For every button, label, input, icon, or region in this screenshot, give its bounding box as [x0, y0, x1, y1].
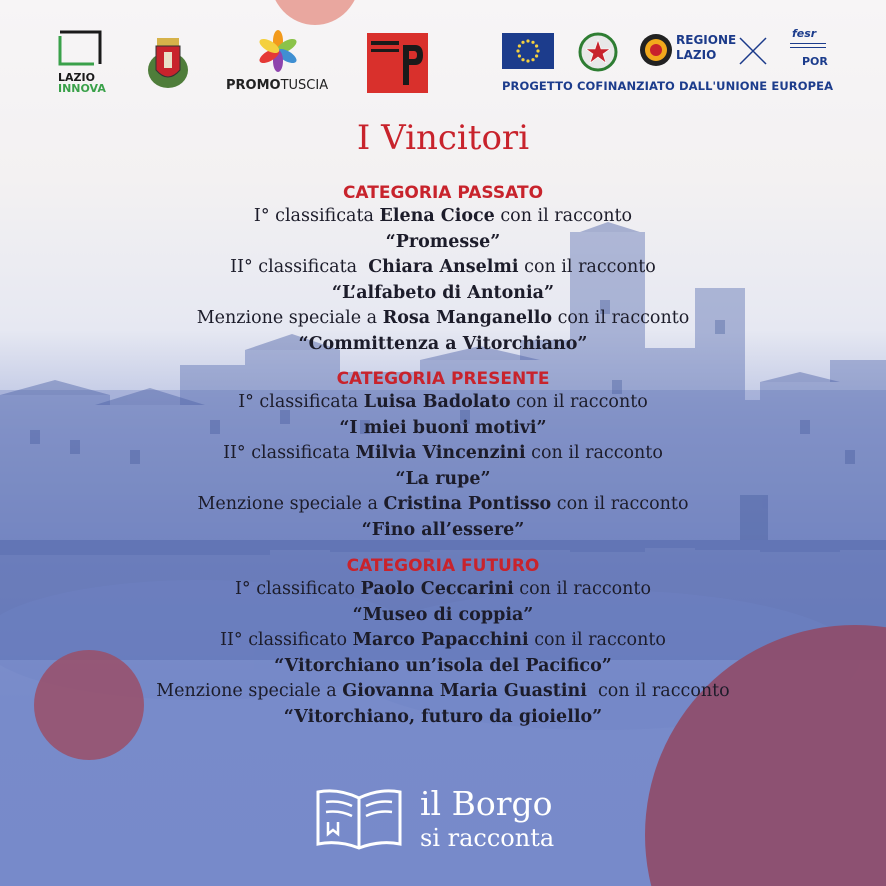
entry-rank: I° classificato	[235, 579, 361, 599]
regione-line2: LAZIO	[676, 48, 717, 62]
municipal-crest-icon	[146, 30, 190, 92]
entry-rank: II° classificata	[223, 443, 356, 463]
entry-story-title: “L’alfabeto di Antonia”	[331, 282, 555, 303]
entry-story-title: “Vitorchiano un’isola del Pacifico”	[274, 655, 612, 676]
promotuscia-logo-text	[226, 78, 328, 93]
lazio-innova-line2: INNOVA	[58, 82, 106, 95]
eu-cofinance-caption: PROGETTO COFINANZIATO DALL'UNIONE EUROPEA	[502, 79, 834, 93]
entry-story-title: “I miei buoni motivi”	[339, 417, 547, 438]
entry-line	[0, 441, 886, 467]
regione-lazio-text	[676, 33, 736, 63]
entry-story-title: “Promesse”	[385, 231, 501, 252]
open-book-icon	[314, 786, 404, 852]
fesr-text: fesr	[792, 27, 817, 40]
entry-author: Giovanna Maria Guastini	[342, 681, 587, 701]
entry-suffix: con il racconto	[586, 681, 730, 701]
entry-rank: Menzione speciale a	[196, 308, 383, 328]
entry-suffix: con il racconto	[510, 392, 648, 412]
entry-suffix: con il racconto	[513, 579, 651, 599]
entry-line	[0, 577, 886, 603]
entry-author: Chiara Anselmi	[368, 257, 519, 277]
entry-rank: II° classificata	[230, 257, 369, 277]
promotuscia-flower-icon	[258, 30, 298, 72]
entry-story-title: “Committenza a Vitorchiano”	[298, 333, 588, 354]
brand-line1: il Borgo	[420, 784, 553, 823]
entry-suffix: con il racconto	[551, 494, 689, 514]
promotuscia-part1: PROMO	[226, 78, 281, 93]
entry-rank: II° classificato	[220, 630, 353, 650]
sponsor-logos	[0, 0, 886, 110]
entry-suffix: con il racconto	[552, 308, 690, 328]
entry-suffix: con il racconto	[494, 206, 633, 226]
brand-line2: si racconta	[420, 824, 555, 852]
promotuscia-part2: TUSCIA	[280, 78, 329, 93]
entry-rank: I° classificata	[253, 206, 380, 226]
il-borgo-si-racconta-logo	[314, 780, 584, 860]
page-title: I Vincitori	[356, 118, 530, 158]
entry-author: Cristina Pontisso	[383, 494, 552, 514]
entry-author: Luisa Badolato	[363, 392, 511, 412]
entry-rank: Menzione speciale a	[197, 494, 384, 514]
entry-author: Marco Papacchini	[352, 630, 529, 650]
regione-lazio-mark-icon	[738, 36, 768, 66]
entry-story-title: “Fino all’essere”	[361, 519, 525, 540]
lazio-innova-logo-icon	[58, 30, 102, 66]
entry-line	[0, 492, 886, 518]
entry-line	[0, 390, 886, 416]
entry-suffix: con il racconto	[525, 443, 663, 463]
regione-line1: REGIONE	[676, 33, 737, 47]
category-heading-passato: CATEGORIA PASSATO	[342, 183, 544, 203]
por-text: POR	[802, 55, 828, 68]
entry-line	[0, 255, 886, 281]
entry-suffix: con il racconto	[518, 257, 656, 277]
category-heading-futuro: CATEGORIA FUTURO	[346, 556, 540, 576]
entry-line	[0, 306, 886, 332]
entry-line	[0, 628, 886, 654]
entry-rank: Menzione speciale a	[156, 681, 343, 701]
winners-list	[0, 182, 886, 730]
lazio-innova-line1: LAZIO	[58, 71, 95, 84]
entry-line	[0, 679, 886, 705]
entry-author: Elena Cioce	[379, 206, 495, 226]
entry-story-title: “Vitorchiano, futuro da gioiello”	[283, 706, 603, 727]
regione-lazio-emblem-icon	[639, 33, 673, 67]
entry-suffix: con il racconto	[528, 630, 666, 650]
entry-author: Milvia Vincenzini	[355, 443, 526, 463]
entry-author: Paolo Ceccarini	[360, 579, 514, 599]
category-heading-presente: CATEGORIA PRESENTE	[336, 369, 550, 389]
entry-author: Rosa Manganello	[382, 308, 553, 328]
p-logo-icon	[367, 33, 428, 93]
entry-line	[0, 204, 886, 230]
lazio-innova-logo-text	[58, 72, 106, 94]
italian-republic-emblem-icon	[578, 32, 618, 72]
entry-story-title: “Museo di coppia”	[352, 604, 534, 625]
entry-rank: I° classificata	[238, 392, 364, 412]
entry-story-title: “La rupe”	[395, 468, 491, 489]
fesr-por-logo	[790, 25, 826, 73]
eu-flag-icon	[502, 33, 554, 69]
